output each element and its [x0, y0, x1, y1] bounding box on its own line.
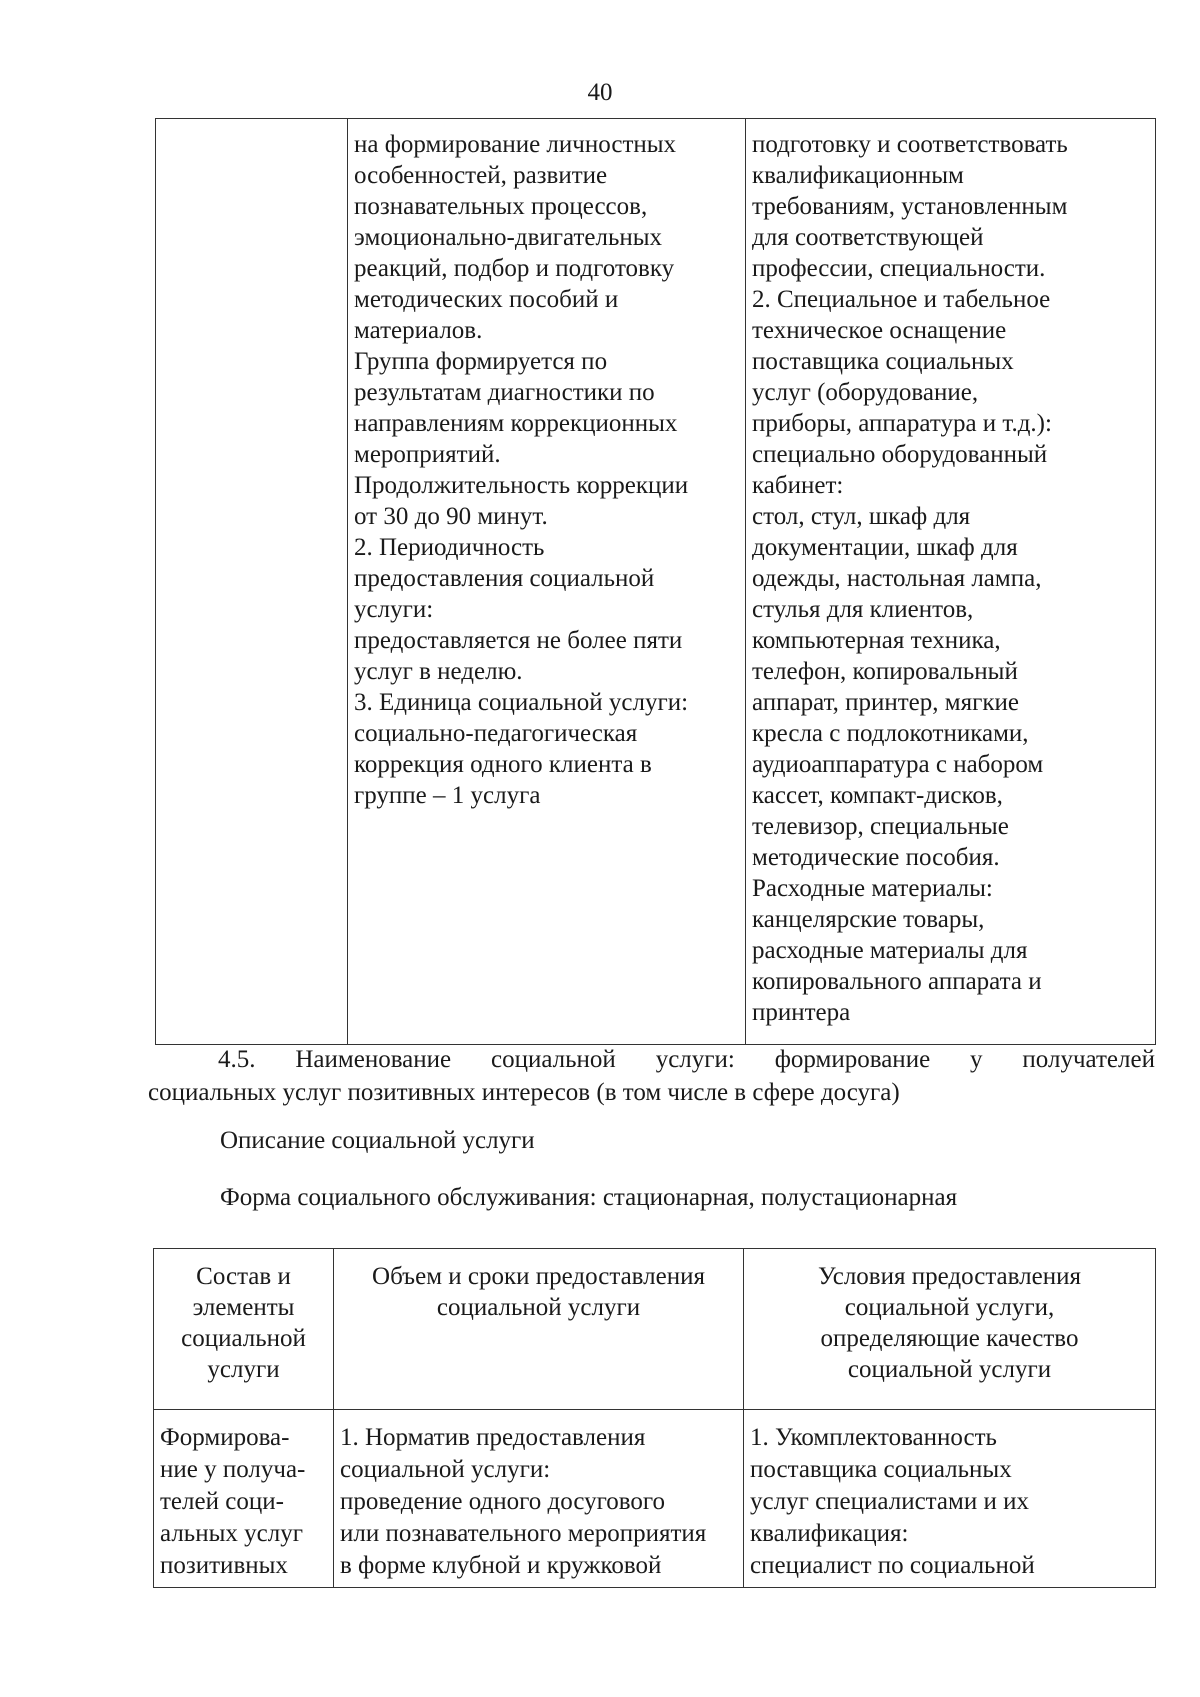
text-line: методические пособия.: [752, 844, 1000, 871]
text-line: в форме клубной и кружковой: [340, 1552, 662, 1579]
text-line: копировального аппарата и: [752, 968, 1042, 995]
table-row: [154, 1410, 1156, 1588]
text-line: приборы, аппаратура и т.д.):: [752, 410, 1052, 437]
table-header-row: [154, 1249, 1156, 1410]
description-label: Описание социальной услуги: [220, 1127, 535, 1154]
text-line: квалификация:: [750, 1520, 909, 1547]
text-line: предоставляется не более пяти: [354, 627, 683, 654]
text-line: профессии, специальности.: [752, 255, 1046, 282]
header-volume-terms: [334, 1249, 744, 1410]
text-line: специально оборудованный: [752, 441, 1048, 468]
table-row: [156, 119, 1156, 1045]
text-line: кресла с подлокотниками,: [752, 720, 1029, 747]
title-word: услуги:: [655, 1046, 735, 1073]
text-line: одежды, настольная лампа,: [752, 565, 1042, 592]
text-line: телей соци-: [160, 1488, 284, 1515]
header-conditions: [744, 1249, 1156, 1410]
text-line: 2. Специальное и табельное: [752, 286, 1051, 313]
text-line: группе – 1 услуга: [354, 782, 541, 809]
text-line: на формирование личностных: [354, 131, 677, 158]
text-line: расходные материалы для: [752, 937, 1028, 964]
text-line: требованиям, установленным: [752, 193, 1068, 220]
section-title: [148, 1043, 1155, 1109]
text-line: стол, стул, шкаф для: [752, 503, 971, 530]
service-form-label: Форма социального обслуживания: стационарная, полустационарная: [220, 1184, 958, 1211]
cell-conditions: [746, 119, 1156, 1045]
text-line: особенностей, развитие: [354, 162, 608, 189]
text-line: стулья для клиентов,: [752, 596, 974, 623]
text-line: кабинет:: [752, 472, 844, 499]
text-line: канцелярские товары,: [752, 906, 985, 933]
text-line: Условия предоставления: [818, 1263, 1081, 1290]
header-composition: [154, 1249, 334, 1410]
section-title-line-1: [148, 1043, 1155, 1076]
cell-composition: [156, 119, 348, 1045]
text-line: социальной услуги: [847, 1356, 1052, 1383]
text-line: компьютерная техника,: [752, 627, 1001, 654]
text-line: Объем и сроки предоставления: [372, 1263, 705, 1290]
title-word: у: [970, 1046, 983, 1073]
title-word: получателей: [1022, 1046, 1155, 1073]
text-line: для соответствующей: [752, 224, 984, 251]
text-line: социальной услуги:: [340, 1456, 551, 1483]
text-line: мероприятий.: [354, 441, 501, 468]
text-line: подготовку и соответствовать: [752, 131, 1068, 158]
text-line: Продолжительность коррекции: [354, 472, 689, 499]
text-line: предоставления социальной: [354, 565, 655, 592]
text-line: принтера: [752, 999, 851, 1026]
text-line: 2. Периодичность: [354, 534, 545, 561]
text-line: ние у получа-: [160, 1456, 306, 1483]
text-line: поставщика социальных: [752, 348, 1014, 375]
text-line: реакций, подбор и подготовку: [354, 255, 675, 282]
text-line: направлениям коррекционных: [354, 410, 678, 437]
text-line: Формирова-: [160, 1424, 290, 1451]
text-line: услуг специалистами и их: [750, 1488, 1029, 1515]
text-line: эмоционально-двигательных: [354, 224, 663, 251]
text-line: альных услуг: [160, 1520, 303, 1547]
text-line: услуги:: [354, 596, 434, 623]
text-line: Расходные материалы:: [752, 875, 993, 902]
title-word: формирование: [774, 1046, 931, 1073]
text-line: социально-педагогическая: [354, 720, 638, 747]
text-line: от 30 до 90 минут.: [354, 503, 548, 530]
text-line: телевизор, специальные: [752, 813, 1009, 840]
text-line: проведение одного досугового: [340, 1488, 665, 1515]
text-line: телефон, копировальный: [752, 658, 1018, 685]
text-line: Состав и: [196, 1263, 291, 1290]
services-table: [153, 1248, 1156, 1588]
text-line: квалификационным: [752, 162, 964, 189]
text-line: коррекция одного клиента в: [354, 751, 652, 778]
text-line: услуги: [207, 1356, 280, 1383]
text-line: Группа формируется по: [354, 348, 608, 375]
text-line: социальной: [181, 1325, 306, 1352]
services-table-continued: [155, 118, 1156, 1045]
text-line: техническое оснащение: [752, 317, 1007, 344]
text-line: специалист по социальной: [750, 1552, 1035, 1579]
text-line: элементы: [192, 1294, 295, 1321]
cell-volume-terms: [334, 1410, 744, 1588]
text-line: услуг в неделю.: [354, 658, 523, 685]
text-line: определяющие качество: [820, 1325, 1079, 1352]
title-word: социальной: [491, 1046, 616, 1073]
text-line: социальной услуги: [436, 1294, 641, 1321]
text-line: позитивных: [160, 1552, 288, 1579]
text-line: методических пособий и: [354, 286, 619, 313]
text-line: материалов.: [354, 317, 483, 344]
text-line: познавательных процессов,: [354, 193, 648, 220]
page-number: 40: [587, 79, 613, 106]
text-line: аудиоаппаратура с набором: [752, 751, 1044, 778]
text-line: документации, шкаф для: [752, 534, 1018, 561]
text-line: результатам диагностики по: [354, 379, 655, 406]
cell-composition: [154, 1410, 334, 1588]
text-line: 3. Единица социальной услуги:: [354, 689, 689, 716]
text-line: или познавательного мероприятия: [340, 1520, 707, 1547]
text-line: социальной услуги,: [844, 1294, 1055, 1321]
title-word: 4.5.: [218, 1046, 256, 1073]
text-line: кассет, компакт-дисков,: [752, 782, 1003, 809]
cell-volume-terms: [348, 119, 746, 1045]
section-title-line-2: социальных услуг позитивных интересов (в том числе в сфере досуга): [148, 1079, 900, 1106]
text-line: 1. Укомплектованность: [750, 1424, 997, 1451]
text-line: аппарат, принтер, мягкие: [752, 689, 1019, 716]
title-word: Наименование: [295, 1046, 452, 1073]
text-line: поставщика социальных: [750, 1456, 1012, 1483]
text-line: услуг (оборудование,: [752, 379, 979, 406]
cell-conditions: [744, 1410, 1156, 1588]
text-line: 1. Норматив предоставления: [340, 1424, 646, 1451]
